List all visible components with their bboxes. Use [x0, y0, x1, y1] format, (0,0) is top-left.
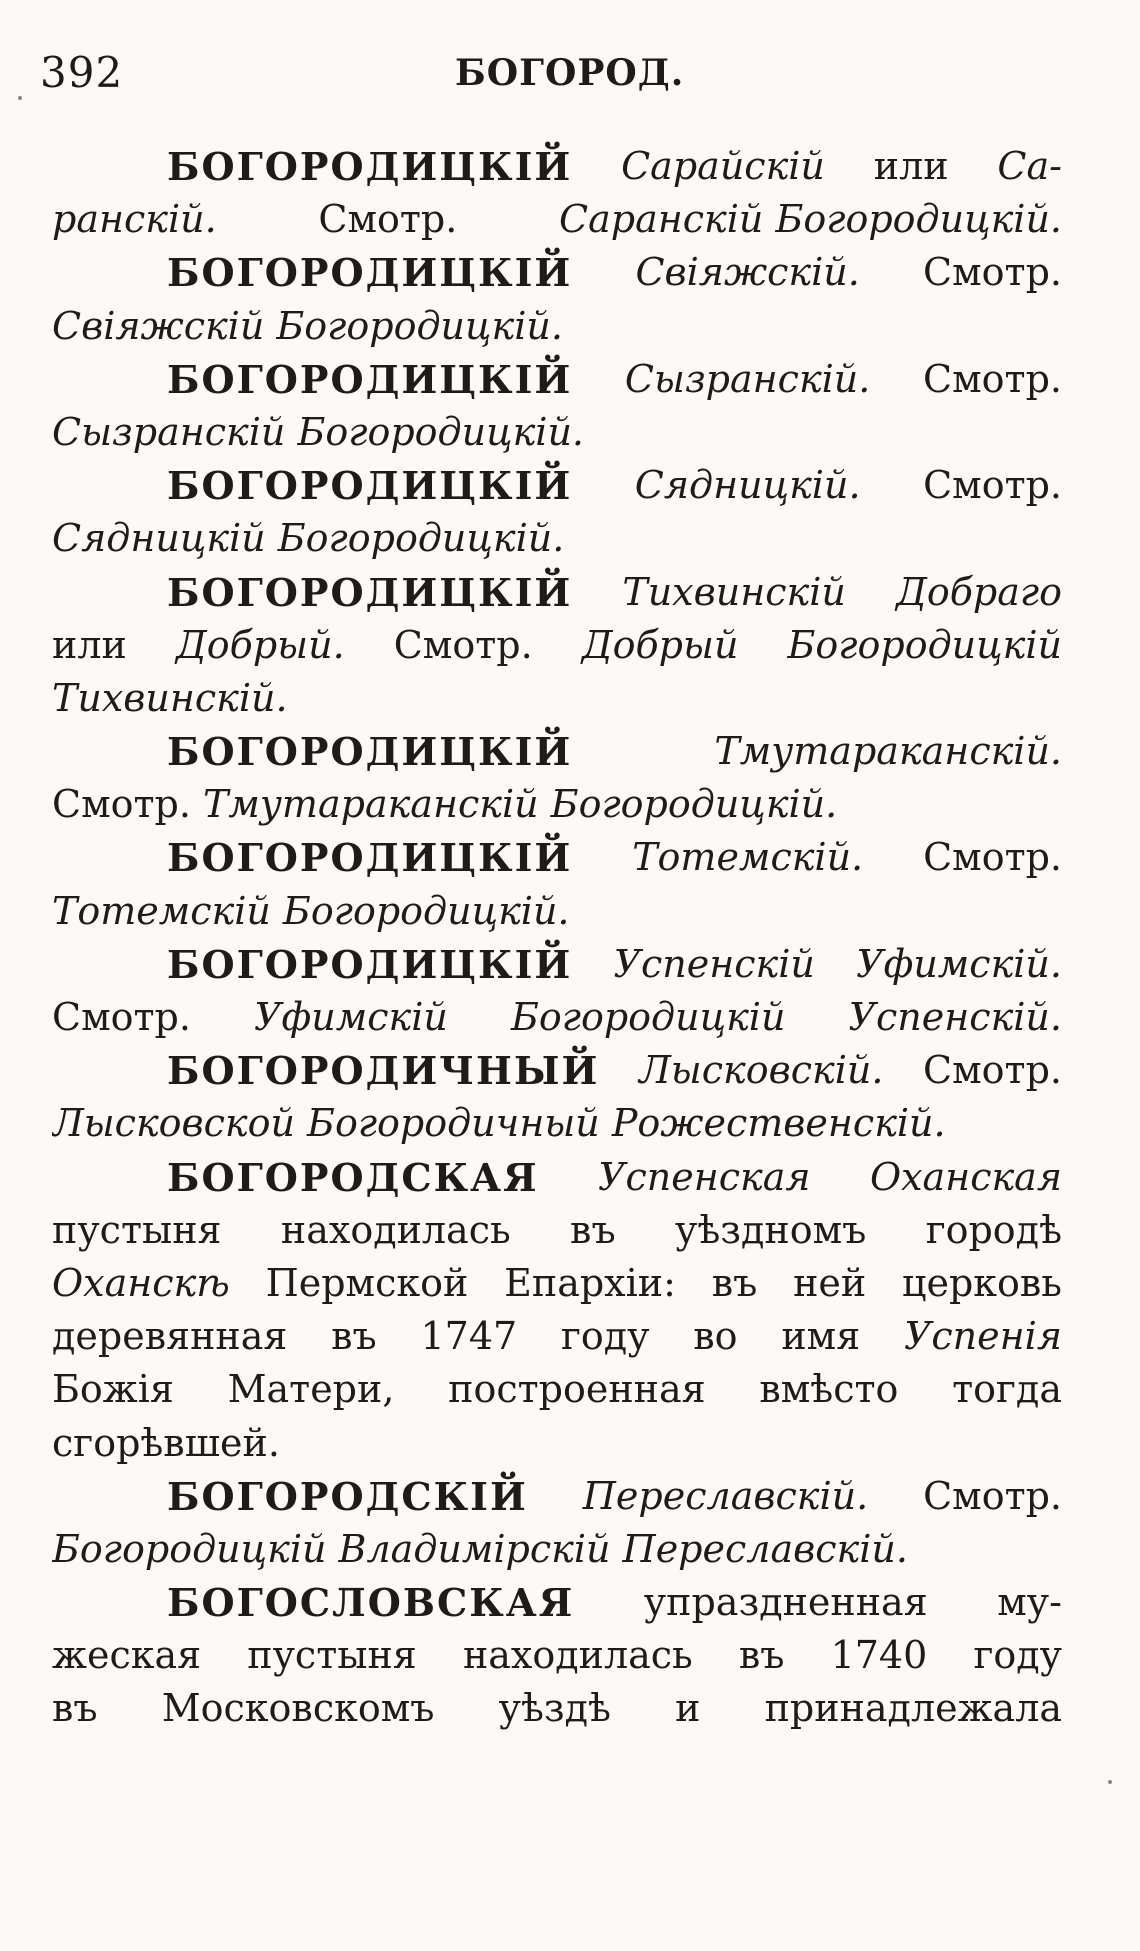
word: Успенская [598, 1154, 811, 1199]
text-line [52, 1682, 1062, 1735]
word: находилась [280, 1207, 511, 1252]
word: Успенія [903, 1314, 1062, 1359]
running-head [40, 48, 1070, 108]
word: Уфимскій. [856, 941, 1062, 986]
running-title: БОГОРОД. [455, 52, 685, 94]
text-line [52, 1576, 1062, 1629]
word: БОГОРОДИЦКІЙ [167, 356, 573, 402]
word: Сядницкій Богородицкій. [52, 516, 565, 561]
word: городѣ [925, 1207, 1062, 1252]
word: Сарайскій [621, 144, 825, 188]
word: Са- [997, 144, 1062, 188]
word: Богородицкій [787, 622, 1062, 667]
word: пустыня [52, 1207, 222, 1252]
word: Смотр. [318, 197, 458, 242]
word: ранскій. [52, 197, 217, 242]
word: вмѣсто [759, 1367, 899, 1412]
text-line [52, 885, 1062, 938]
text-line [52, 406, 1062, 459]
word: Сызранскій. [624, 356, 871, 401]
text-line [52, 1257, 1062, 1310]
text-line [52, 140, 1062, 193]
word: Сядницкій. [634, 463, 861, 508]
word: Оханская [869, 1154, 1062, 1199]
word: БОГОРОДИЦКІЙ [167, 463, 573, 509]
word: Тотемскій. [632, 835, 864, 880]
word: БОГОРОДИЦКІЙ [167, 250, 573, 296]
text-line [52, 1629, 1062, 1682]
word: Лысковской Богородичный Рожественскій. [52, 1101, 946, 1146]
word: Смотр. [923, 356, 1062, 401]
word: Смотр. [52, 782, 191, 827]
word: пустыня [247, 1633, 417, 1678]
word: тогда [952, 1367, 1062, 1412]
word: Сызранскій Богородицкій. [52, 409, 584, 454]
word: Смотр. [52, 995, 191, 1039]
text-line [52, 246, 1062, 299]
word: Переславскій. [582, 1473, 869, 1518]
word: Епархіи: [504, 1260, 676, 1305]
word: Московскомъ [161, 1686, 435, 1731]
word: Успенскій. [848, 995, 1062, 1039]
text-line [52, 353, 1062, 406]
word: Добрый [581, 622, 739, 667]
text-line [52, 512, 1062, 565]
text-line [52, 1151, 1062, 1204]
word: БОГОСЛОВСКАЯ [167, 1580, 575, 1626]
text-line [52, 1470, 1062, 1523]
word: 1740 [830, 1633, 928, 1678]
word: ней [793, 1260, 867, 1305]
paper-speck [1108, 1780, 1112, 1784]
text-line [52, 672, 1062, 725]
word: Пермской [265, 1260, 469, 1305]
word: Смотр. [923, 250, 1062, 295]
word: му- [997, 1580, 1062, 1625]
page-number: 392 [40, 48, 124, 97]
word: въ [52, 1686, 98, 1731]
text-line [52, 1097, 1062, 1150]
word: или [873, 144, 949, 188]
word: уѣздномъ [674, 1207, 867, 1252]
word: Смотр. [393, 622, 533, 667]
text-line [52, 938, 1062, 991]
word: Смотр. [923, 463, 1062, 508]
word: БОГОРОДИЦКІЙ [167, 835, 573, 881]
word: сгорѣвшей. [52, 1420, 280, 1465]
word: жеская [52, 1633, 202, 1678]
word: году [973, 1633, 1062, 1678]
text-line [52, 725, 1062, 778]
word: находилась [462, 1633, 693, 1678]
word: въ [570, 1207, 616, 1252]
word: уѣздѣ [498, 1686, 611, 1731]
word: Успенскій [613, 941, 815, 986]
word: или [52, 622, 127, 667]
text-line [52, 991, 1062, 1044]
word: Тотемскій Богородицкій. [52, 888, 570, 933]
word: Смотр. [923, 1473, 1062, 1518]
word: Свіяжскій. [635, 250, 860, 295]
word: 1747 [420, 1314, 518, 1359]
word: БОГОРОДИЦКІЙ [167, 144, 573, 189]
dictionary-text [52, 140, 1062, 1736]
text-line [52, 300, 1062, 353]
text-line [52, 566, 1062, 619]
word: БОГОРОДИЧНЫЙ [167, 1048, 600, 1094]
text-line [52, 1363, 1062, 1416]
text-line [52, 193, 1062, 246]
text-line [52, 1044, 1062, 1097]
word: БОГОРОДИЦКІЙ [167, 729, 573, 775]
paper-speck [18, 96, 22, 100]
word: въ [711, 1260, 758, 1305]
word: Лысковскій. [639, 1048, 884, 1093]
text-line [52, 831, 1062, 884]
text-line [52, 1523, 1062, 1576]
word: Тихвинскій. [52, 675, 288, 720]
word: Свіяжскій Богородицкій. [52, 303, 563, 348]
text-line [52, 459, 1062, 512]
word: БОГОРОДИЦКІЙ [167, 941, 573, 987]
word: Уфимскій [254, 995, 448, 1039]
word: Добраго [895, 569, 1062, 614]
word: году [560, 1314, 650, 1359]
text-line [52, 1417, 1062, 1470]
word: Добрый. [175, 622, 345, 667]
text-line [52, 619, 1062, 672]
word: въ [738, 1633, 785, 1678]
word: принадлежала [764, 1686, 1062, 1731]
text-line [52, 778, 1062, 831]
word: Тихвинскій [622, 569, 846, 614]
word: БОГОРОДИЦКІЙ [167, 569, 573, 615]
word: Оханскѣ [52, 1260, 230, 1305]
word: Богородицкій Владимірскій Переславскій. [52, 1526, 908, 1571]
word: БОГОРОДСКАЯ [167, 1154, 539, 1200]
word: Тмутараканскій Богородицкій. [203, 782, 838, 827]
word: имя [781, 1314, 861, 1359]
word: Богородицкій [510, 995, 786, 1039]
word: Смотр. [923, 1048, 1062, 1093]
word: Тмутараканскій. [714, 729, 1062, 774]
word: во [693, 1314, 738, 1359]
text-line [52, 1310, 1062, 1363]
word: Смотр. [923, 835, 1062, 880]
text-line [52, 1204, 1062, 1257]
word: въ [331, 1314, 377, 1359]
word: церковь [902, 1260, 1062, 1305]
word: Божія [52, 1367, 174, 1412]
word: и [675, 1686, 701, 1731]
word: упраздненная [643, 1580, 928, 1625]
word: БОГОРОДСКІЙ [167, 1473, 528, 1519]
word: деревянная [52, 1314, 288, 1359]
word: Матери, [227, 1367, 395, 1412]
word: построенная [448, 1367, 706, 1412]
word: Саранскій Богородицкій. [559, 197, 1062, 242]
